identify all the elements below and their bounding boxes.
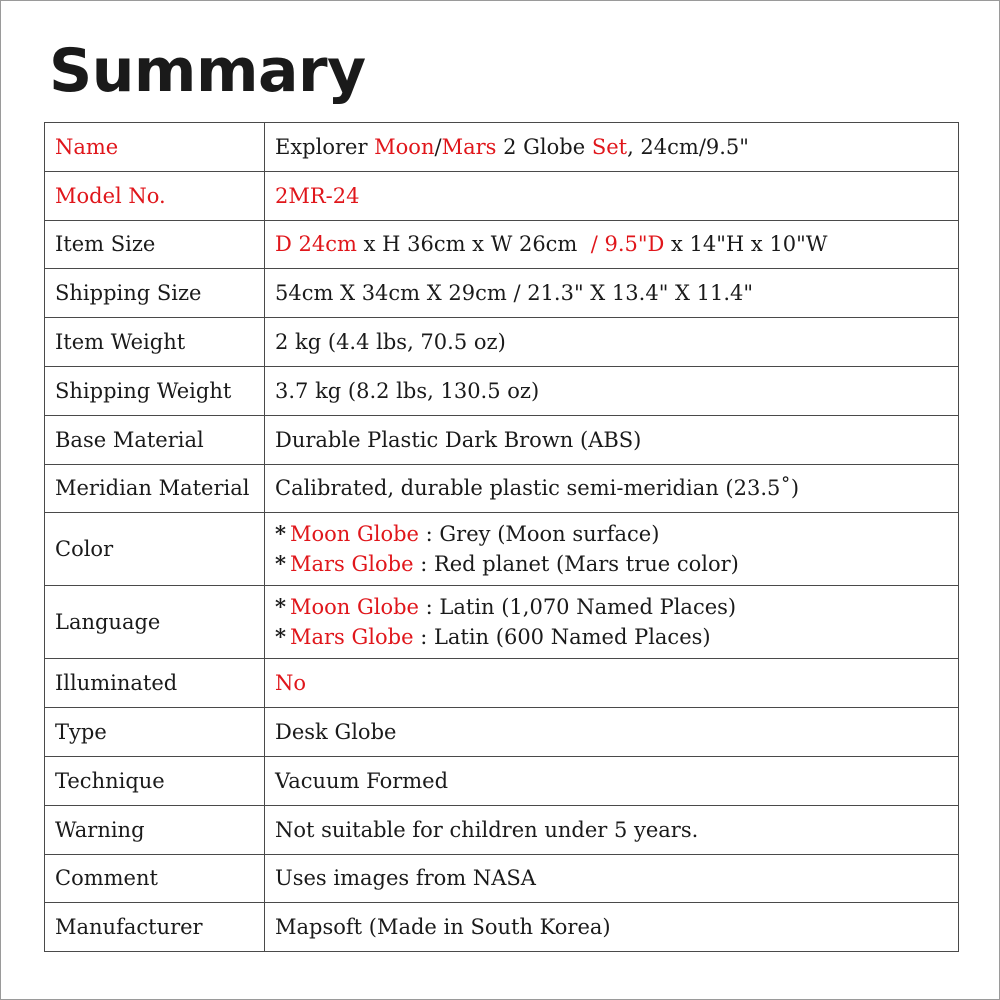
page-title: Summary (49, 36, 366, 106)
row-label-language: Language (45, 586, 265, 659)
table-row (45, 708, 959, 757)
table-row (45, 366, 959, 415)
row-label-model: Model No. (45, 171, 265, 220)
name-part: Explorer (275, 134, 375, 159)
name-part-set: Set (591, 134, 628, 159)
bullet-star: * (275, 551, 286, 577)
item-size-part-depth-in: / 9.5"D (590, 232, 665, 257)
item-size-part: x H 36cm x W 26cm (356, 232, 591, 257)
name-part: , 24cm/9.5" (627, 134, 749, 159)
bullet-star: * (275, 594, 286, 620)
row-label-shipping-weight: Shipping Weight (45, 366, 265, 415)
globe-detail: : Red planet (Mars true color) (413, 552, 739, 577)
row-label-type: Type (45, 708, 265, 757)
row-label-item-weight: Item Weight (45, 318, 265, 367)
table-row (45, 415, 959, 464)
row-value-color (265, 513, 959, 586)
globe-detail: : Latin (600 Named Places) (413, 625, 711, 650)
table-row (45, 269, 959, 318)
table-row (45, 464, 959, 513)
globe-name: Moon Globe (289, 595, 419, 620)
row-label-technique: Technique (45, 756, 265, 805)
table-row (45, 854, 959, 903)
row-label-meridian-material: Meridian Material (45, 464, 265, 513)
row-label-warning: Warning (45, 805, 265, 854)
row-value-illuminated: No (265, 659, 959, 708)
table-row (45, 171, 959, 220)
name-part-moon: Moon (374, 134, 435, 159)
row-value-meridian-material: Calibrated, durable plastic semi-meridian (23.5˚) (265, 464, 959, 513)
table-row (45, 586, 959, 659)
row-label-color: Color (45, 513, 265, 586)
summary-table (44, 122, 959, 952)
row-value-comment: Uses images from NASA (265, 854, 959, 903)
table-row (45, 659, 959, 708)
list-item (275, 519, 948, 549)
name-part: / (434, 134, 442, 159)
globe-detail: : Grey (Moon surface) (418, 522, 660, 547)
row-value-manufacturer: Mapsoft (Made in South Korea) (265, 903, 959, 952)
name-part-mars: Mars (441, 134, 497, 159)
bullet-star: * (275, 521, 286, 547)
table-row (45, 903, 959, 952)
table-row (45, 220, 959, 269)
globe-detail: : Latin (1,070 Named Places) (418, 595, 737, 620)
row-label-item-size: Item Size (45, 220, 265, 269)
list-item (275, 549, 948, 579)
item-size-part: x 14"H x 10"W (664, 232, 828, 257)
row-value-base-material: Durable Plastic Dark Brown (ABS) (265, 415, 959, 464)
table-row (45, 805, 959, 854)
row-value-model: 2MR-24 (265, 171, 959, 220)
row-value-name (265, 123, 959, 172)
table-row (45, 513, 959, 586)
row-value-warning: Not suitable for children under 5 years. (265, 805, 959, 854)
name-part: 2 Globe (496, 134, 592, 159)
globe-name: Mars Globe (289, 552, 414, 577)
row-value-technique: Vacuum Formed (265, 756, 959, 805)
table-row (45, 318, 959, 367)
row-label-name: Name (45, 123, 265, 172)
table-row (45, 756, 959, 805)
row-value-language (265, 586, 959, 659)
row-label-shipping-size: Shipping Size (45, 269, 265, 318)
row-label-comment: Comment (45, 854, 265, 903)
row-value-shipping-weight: 3.7 kg (8.2 lbs, 130.5 oz) (265, 366, 959, 415)
row-value-item-size (265, 220, 959, 269)
table-row (45, 123, 959, 172)
list-item (275, 592, 948, 622)
row-label-base-material: Base Material (45, 415, 265, 464)
row-label-manufacturer: Manufacturer (45, 903, 265, 952)
row-value-type: Desk Globe (265, 708, 959, 757)
row-label-illuminated: Illuminated (45, 659, 265, 708)
row-value-shipping-size: 54cm X 34cm X 29cm / 21.3" X 13.4" X 11.4" (265, 269, 959, 318)
list-item (275, 622, 948, 652)
bullet-star: * (275, 624, 286, 650)
globe-name: Moon Globe (289, 522, 419, 547)
globe-name: Mars Globe (289, 625, 414, 650)
row-value-item-weight: 2 kg (4.4 lbs, 70.5 oz) (265, 318, 959, 367)
item-size-part-depth-cm: D 24cm (275, 232, 357, 257)
